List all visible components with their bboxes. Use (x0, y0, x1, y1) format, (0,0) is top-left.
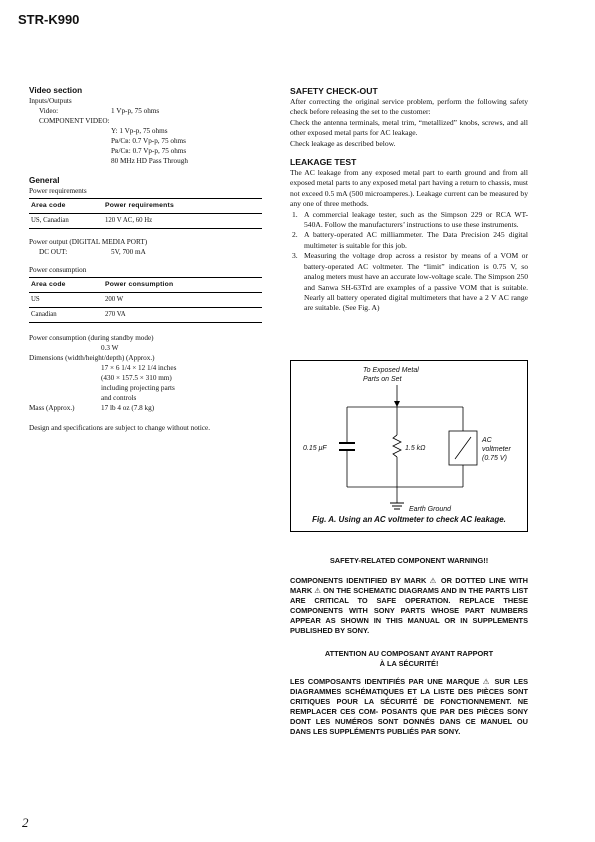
safety-paragraph: Check the antenna terminals, metal trim, “metallized” knobs, screws, and all other exposed metal parts for AC leakage. (290, 117, 528, 138)
table-row (29, 214, 262, 229)
warning-title: SAFETY-RELATED COMPONENT WARNING!! (329, 556, 489, 565)
dcout-row (29, 247, 269, 257)
page-number: 2 (22, 815, 29, 830)
list-text: Measuring the voltage drop across a resistor by means of a VOM or battery-operated AC voltmeter. The “limit” indication is 0.75 V, so analog meters must have an accurate low-voltage scale. The Simpson 250 and Sanwa SH-63Trd are examples of a passive VOM that is suitable. Nearly all battery operated digital multimeters that have a 2 V AC range are suitable. (See Fig. A) (304, 251, 529, 313)
component-video-values (29, 126, 269, 166)
resistor-value: 1.5 kΩ (405, 445, 426, 452)
column-header: Area code (29, 278, 103, 293)
table-cell: Canadian (29, 308, 103, 323)
safety-column (290, 86, 528, 314)
table-row (29, 308, 262, 323)
leakage-test-heading: LEAKAGE TEST (290, 157, 357, 168)
safety-paragraph: After correcting the original service problem, perform the following safety check before releasing the set to the customer: (290, 97, 528, 117)
mass-label: Mass (Approx.) (29, 404, 75, 412)
power-consumption-table (29, 277, 262, 323)
probe-arrowhead (394, 401, 400, 407)
mass-value: 17 lb 4 oz (7.8 kg) (101, 404, 155, 412)
table-header-row (29, 278, 262, 293)
component-value: Pʙ/Cʙ: 0.7 Vp-p, 75 ohms (111, 137, 186, 145)
list-item (290, 230, 528, 251)
inputs-outputs-label: Inputs/Outputs (29, 97, 72, 105)
leakage-intro: The AC leakage from any exposed metal part to earth ground and from all exposed metal parts to any exposed metal part having a return to chassis, must not exceed 0.5 mA (500 microamperes.). Leakage current can be measured by any one of three methods. (290, 168, 528, 209)
list-item (290, 210, 528, 231)
specifications-column (29, 86, 269, 433)
resistor-zigzag (393, 435, 401, 457)
figure-caption: Fig. A. Using an AC voltmeter to check AC leakage. (312, 515, 506, 524)
dimensions-value: (430 × 157.5 × 310 mm) (101, 374, 172, 382)
dimensions-value: including projecting parts (101, 384, 175, 392)
dimensions-values (29, 363, 269, 403)
column-header: Area code (29, 199, 103, 214)
list-text: A battery-operated AC milliammeter. The Data Precision 245 digital multimeter is suitable for this job. (304, 230, 528, 250)
warning-body: LES COMPOSANTS IDENTIFIÉS PAR UNE MARQUE ⚠ SUR LES DIAGRAMMES SCHÉMATIQUES ET LA LISTE DES PIÈCES SONT CRITIQUES POUR LA SÉCURITÉ DE FONCTIONNEMENT. NE REMPLACER CES COM- POSANTS QUE PAR DES PIÈCES SONY DONT LES NUMÉROS SONT DONNÉS DANS CE MANUEL OU DANS LES SUPPLÉMENTS PUBLIÉS PAR SONY. (290, 677, 528, 736)
model-title: STR-K990 (18, 12, 80, 27)
meter-label-ac: AC (482, 437, 492, 444)
standby-value: 0.3 W (101, 344, 119, 352)
power-requirements-label: Power requirements (29, 187, 87, 195)
capacitor-value: 0.15 μF (303, 445, 327, 452)
table-cell: 200 W (103, 293, 262, 308)
dcout-value: 5V, 700 mA (111, 248, 146, 256)
meter-label-limit: (0.75 V) (482, 455, 507, 462)
meter-needle (455, 437, 471, 459)
video-value: 1 Vp-p, 75 ohms (111, 107, 160, 115)
safety-checkout-heading: SAFETY CHECK-OUT (290, 86, 378, 96)
list-number: 3. (292, 251, 298, 261)
leakage-methods-list (290, 210, 528, 314)
warning-body: COMPONENTS IDENTIFIED BY MARK ⚠ OR DOTTED LINE WITH MARK ⚠ ON THE SCHEMATIC DIAGRAMS AND IN THE PARTS LIST ARE CRITICAL TO SAFE OPERATION. REPLACE THESE COMPONENTS WITH SONY PARTS WHOSE PART NUMBERS APPEAR AS SHOWN IN THIS MANUAL OR IN SUPPLEMENTS PUBLISHED BY SONY. (290, 576, 528, 635)
component-value: 80 MHz HD Pass Through (111, 157, 188, 165)
component-video-label: COMPONENT VIDEO: (39, 117, 110, 125)
label-parts-on-set: Parts on Set (363, 376, 402, 383)
video-label: Video: (39, 107, 59, 115)
dimensions-value: and controls (101, 394, 137, 402)
warning-title-line2: À LA SÉCURITÉ! (379, 659, 439, 668)
safety-paragraph: Check leakage as described below. (290, 138, 396, 148)
safety-warning-english (290, 556, 528, 636)
dimensions-row (29, 353, 269, 363)
component-value: Y: 1 Vp-p, 75 ohms (111, 127, 168, 135)
dimensions-label: Dimensions (width/height/depth) (Approx.) (29, 354, 155, 362)
warning-title-line1: ATTENTION AU COMPOSANT AYANT RAPPORT (324, 649, 494, 658)
column-header: Power consumption (103, 278, 262, 293)
table-cell: US (29, 293, 103, 308)
table-header-row (29, 199, 262, 214)
table-cell: US, Canadian (29, 214, 103, 229)
video-section-heading: Video section (29, 86, 83, 95)
label-exposed-metal: To Exposed Metal (363, 367, 419, 374)
table-row (29, 293, 262, 308)
spec-change-note: Design and specifications are subject to change without notice. (29, 424, 211, 432)
earth-ground-label: Earth Ground (409, 506, 452, 513)
dimensions-value: 17 × 6 1/4 × 12 1/4 inches (101, 364, 177, 372)
leakage-circuit-diagram (291, 361, 529, 533)
mass-row (29, 403, 269, 413)
video-row (29, 106, 269, 116)
dcout-label: DC OUT: (39, 248, 68, 256)
power-requirements-table (29, 198, 262, 229)
table-cell: 270 VA (103, 308, 262, 323)
standby-label: Power consumption (during standby mode) (29, 334, 154, 342)
dmport-label: Power output (DIGITAL MEDIA PORT) (29, 238, 148, 246)
column-header: Power requirements (103, 199, 262, 214)
general-section-heading: General (29, 176, 60, 185)
list-text: A commercial leakage tester, such as the Simpson 229 or RCA WT-540A. Follow the manufacturers’ instructions to use these instruments. (304, 209, 528, 230)
list-number: 2. (292, 230, 298, 240)
list-item (290, 251, 528, 313)
component-value: Pʀ/Cʀ: 0.7 Vp-p, 75 ohms (111, 147, 187, 155)
power-consumption-label: Power consumption (29, 266, 87, 274)
table-cell: 120 V AC, 60 Hz (103, 214, 262, 229)
list-number: 1. (292, 209, 298, 219)
meter-label-voltmeter: voltmeter (482, 446, 511, 453)
figure-a (290, 360, 528, 532)
safety-warning-french (290, 649, 528, 737)
